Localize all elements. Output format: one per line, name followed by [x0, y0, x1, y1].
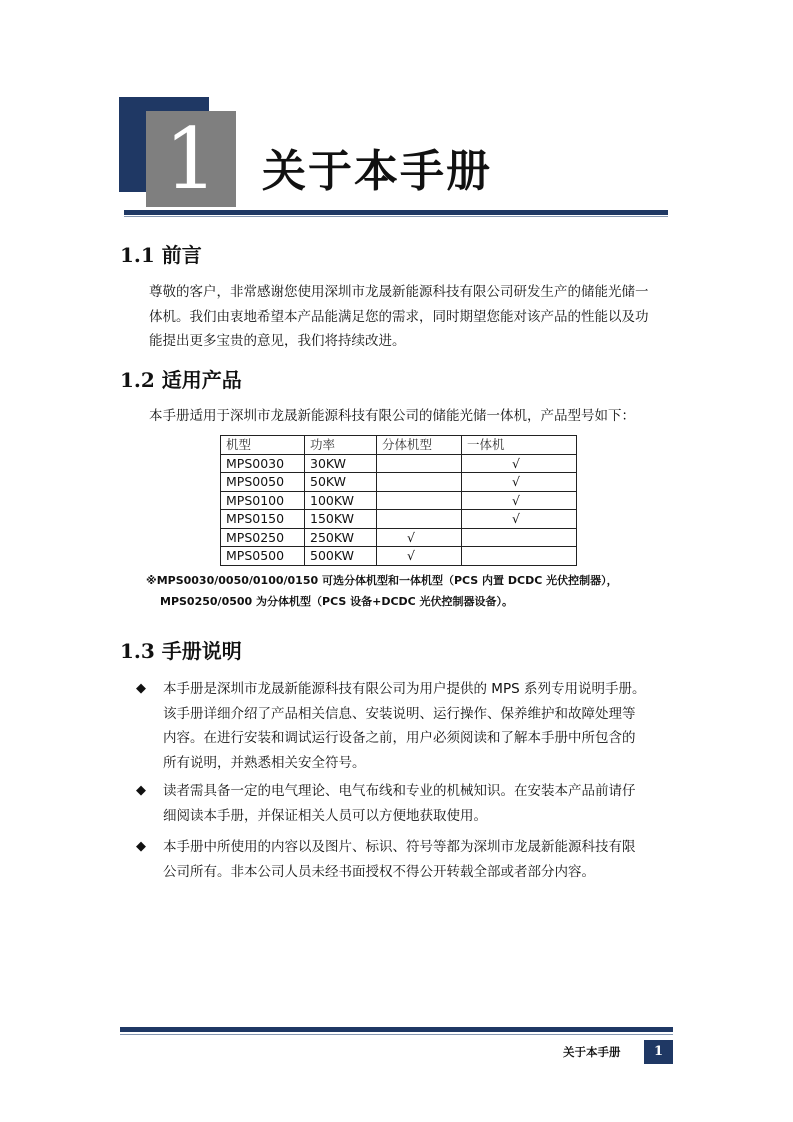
bullet-item: [136, 779, 676, 828]
split-cell: √: [377, 528, 462, 547]
bullet-line: 内容。在进行安装和调试运行设备之前，用户必须阅读和了解本手册中所包含的: [163, 730, 636, 746]
table-row: [221, 454, 577, 473]
diamond-bullet-icon: ◆: [136, 839, 146, 854]
integrated-cell: [462, 528, 577, 547]
section-number: 1.2: [120, 368, 155, 392]
power-cell: 100KW: [305, 491, 377, 510]
model-cell: MPS0150: [221, 510, 305, 529]
bullet-text: [163, 835, 676, 884]
model-cell: MPS0500: [221, 547, 305, 566]
power-cell: 500KW: [305, 547, 377, 566]
header-divider-thin: [124, 216, 668, 217]
bullet-text: [163, 677, 676, 775]
integrated-cell: √: [462, 491, 577, 510]
column-header-power: 功率: [305, 436, 377, 455]
table-row: [221, 528, 577, 547]
table-row: [221, 510, 577, 529]
split-cell: √: [377, 547, 462, 566]
bullet-line: 公司所有。非本公司人员未经书面授权不得公开转载全部或者部分内容。: [163, 863, 595, 880]
footer-divider-thin: [120, 1034, 673, 1035]
integrated-cell: √: [462, 510, 577, 529]
bullet-text: [163, 779, 676, 828]
diamond-bullet-icon: ◆: [136, 783, 146, 798]
power-cell: 30KW: [305, 454, 377, 473]
model-cell: MPS0100: [221, 491, 305, 510]
table-note-line-1: ※MPS0030/0050/0100/0150 可选分体机型和一体机型（PCS 内置 DCDC 光伏控制器），: [146, 574, 618, 587]
bullet-item: [136, 835, 676, 884]
power-cell: 50KW: [305, 473, 377, 492]
diamond-bullet-icon: ◆: [136, 681, 146, 696]
table-header-row: [221, 436, 577, 455]
products-intro: 本手册适用于深圳市龙晟新能源科技有限公司的储能光储一体机，产品型号如下：: [149, 408, 635, 424]
section-number: 1.1: [120, 243, 155, 267]
integrated-cell: √: [462, 454, 577, 473]
bullet-line: 本手册是深圳市龙晟新能源科技有限公司为用户提供的 MPS 系列专用说明手册。: [163, 681, 646, 697]
section-title: 适用产品: [161, 368, 242, 392]
bullet-item: [136, 677, 676, 775]
model-cell: MPS0250: [221, 528, 305, 547]
integrated-cell: [462, 547, 577, 566]
power-cell: 150KW: [305, 510, 377, 529]
table-row: [221, 473, 577, 492]
section-title: 手册说明: [161, 639, 242, 663]
split-cell: [377, 473, 462, 492]
section-heading-preface: [120, 242, 202, 268]
preface-paragraph: [149, 280, 679, 354]
split-cell: [377, 510, 462, 529]
bullet-line: 所有说明，并熟悉相关安全符号。: [163, 754, 366, 771]
page-number: 1: [644, 1040, 673, 1064]
paragraph-line: 体机。我们由衷地希望本产品能满足您的需求，同时期望您能对该产品的性能以及功: [149, 308, 649, 325]
bullet-line: 本手册中所使用的内容以及图片、标识、符号等都为深圳市龙晟新能源科技有限: [163, 839, 636, 855]
table-note-line-2: MPS0250/0500 为分体机型（PCS 设备+DCDC 光伏控制器设备）。: [160, 595, 514, 608]
bullet-line: 读者需具备一定的电气理论、电气布线和专业的机械知识。在安装本产品前请仔: [163, 783, 636, 799]
chapter-number: 1: [146, 111, 236, 207]
model-cell: MPS0030: [221, 454, 305, 473]
column-header-split: 分体机型: [377, 436, 462, 455]
footer-divider: [120, 1027, 673, 1032]
section-number: 1.3: [120, 639, 155, 663]
section-heading-products: [120, 367, 242, 393]
bullet-line: 细阅读本手册，并保证相关人员可以方便地获取使用。: [163, 807, 487, 824]
footer-title: 关于本手册: [563, 1045, 621, 1059]
model-cell: MPS0050: [221, 473, 305, 492]
split-cell: [377, 454, 462, 473]
paragraph-line: 能提出更多宝贵的意见，我们将持续改进。: [149, 333, 406, 349]
section-heading-manual-notes: [120, 638, 242, 664]
bullet-line: 该手册详细介绍了产品相关信息、安装说明、运行操作、保养维护和故障处理等: [163, 705, 636, 722]
split-cell: [377, 491, 462, 510]
product-model-table: [220, 435, 577, 566]
table-row: [221, 547, 577, 566]
column-header-model: 机型: [221, 436, 305, 455]
column-header-integrated: 一体机: [462, 436, 577, 455]
power-cell: 250KW: [305, 528, 377, 547]
section-title: 前言: [161, 243, 202, 267]
integrated-cell: √: [462, 473, 577, 492]
table-row: [221, 491, 577, 510]
chapter-title: 关于本手册: [262, 146, 492, 197]
header-divider: [124, 210, 668, 215]
paragraph-line: 尊敬的客户，非常感谢您使用深圳市龙晟新能源科技有限公司研发生产的储能光储一: [149, 284, 649, 300]
